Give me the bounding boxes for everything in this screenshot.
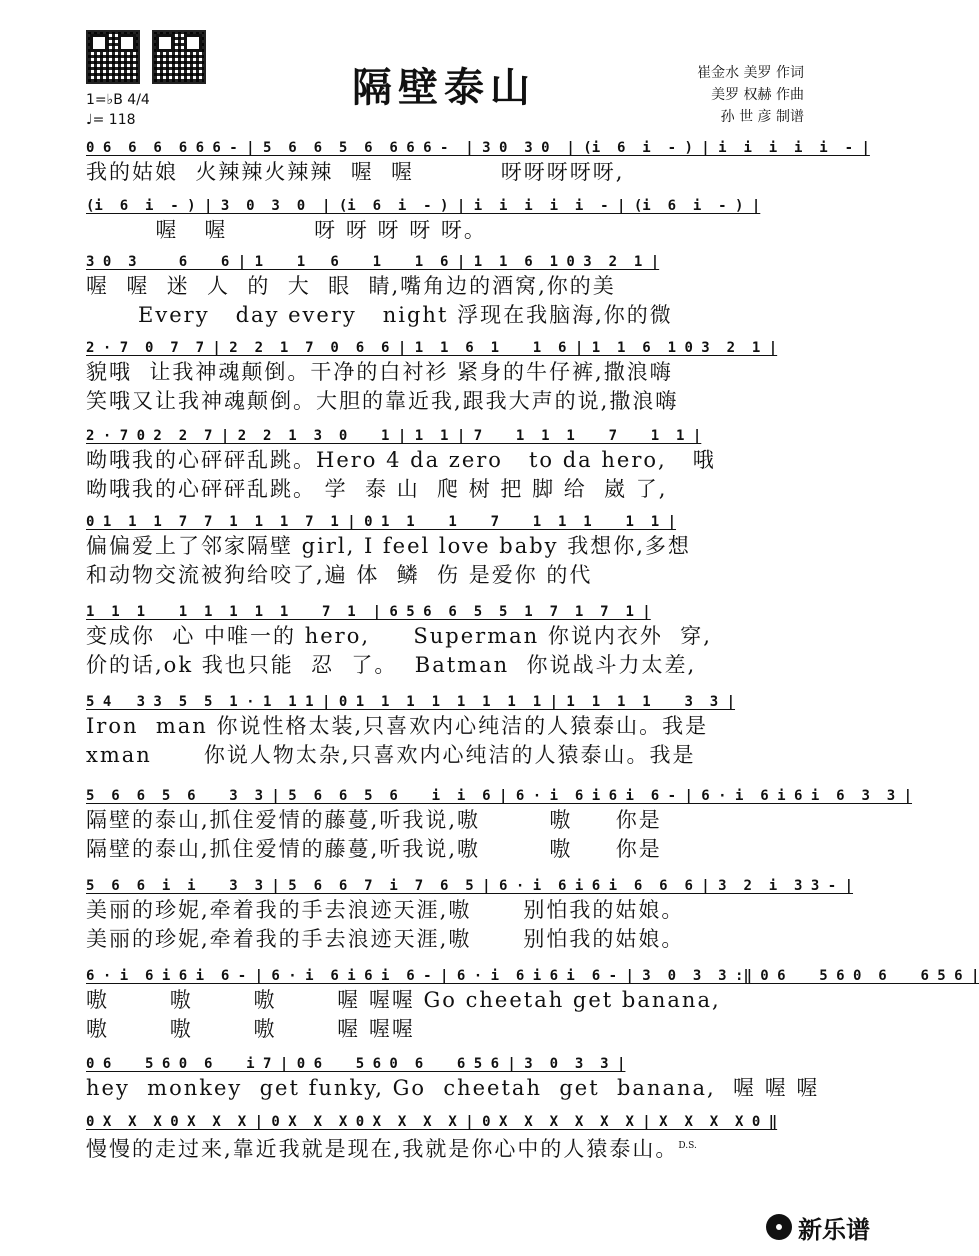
- lyricist-credit: 崔金水 美罗 作词: [697, 65, 804, 81]
- lyric-line: 美丽的珍妮,牵着我的手去浪迹天涯,嗷 别怕我的姑娘。: [86, 927, 685, 951]
- score-system: [86, 1112, 806, 1161]
- score-system: [86, 786, 913, 864]
- notation-line: 2 · 7 0 2 2 7 | 2 2 1 3 0 1 | 1 1 | 7 1 1 1 7 1 1 |: [86, 428, 702, 444]
- score-system: [86, 692, 806, 770]
- score-system: [86, 426, 806, 504]
- lyric-line: 嗷 嗷 嗷 喔 喔喔 Go cheetah get banana,: [86, 988, 721, 1012]
- logo-text: 新乐谱: [798, 1215, 870, 1244]
- lyric-line: 呦哦我的心砰砰乱跳。 学 泰 山 爬 树 把 脚 给 崴 了,: [86, 477, 668, 501]
- lyric-line: 嗷 嗷 嗷 喔 喔喔: [86, 1017, 415, 1041]
- ds-mark: D.S.: [678, 1141, 697, 1151]
- score-system: [86, 602, 806, 680]
- notation-line: 2 · 7 0 7 7 | 2 2 1 7 0 6 6 | 1 1 6 1 1 6 | 1 1 6 1 0 3 2 1 |: [86, 340, 778, 356]
- notation-line: 0 X X X 0 X X X | 0 X X X 0 X X X X | 0 X X X X X X | X X X X 0 ‖: [86, 1114, 778, 1130]
- arranger-credit: 孙 世 彦 制谱: [720, 109, 804, 125]
- score-system: [86, 196, 806, 245]
- lyric-line: 我的姑娘 火辣辣火辣辣 喔 喔 呀呀呀呀呀,: [86, 160, 625, 184]
- score-system: [86, 138, 870, 187]
- notation-line: 3 0 3 6 6 | 1 1 6 1 1 6 | 1 1 6 1 0 3 2 1 |: [86, 254, 660, 270]
- notation-line: 5 6 6 i i 3 3 | 5 6 6 7 i 7 6 5 | 6 · i 6 i 6 i 6 6 6 | 3 2 i 3 3 - |: [86, 878, 854, 894]
- notation-line: 0 6 5 6 0 6 i 7 | 0 6 5 6 0 6 6 5 6 | 3 0 3 3 |: [86, 1056, 626, 1072]
- score-system: [86, 252, 806, 330]
- score-system: [86, 338, 806, 416]
- lyric-line: 和动物交流被狗给咬了,遍 体 鳞 伤 是爱你 的代: [86, 563, 593, 587]
- score-system: [86, 512, 806, 590]
- lyric-text: 慢慢的走过来,靠近我就是现在,我就是你心中的人猿泰山。: [86, 1137, 679, 1161]
- lyric-line: 隔壁的泰山,抓住爱情的藤蔓,听我说,嗷 嗷 你是: [86, 808, 662, 832]
- song-title: 隔壁泰山: [352, 64, 536, 111]
- lyric-line: 偏偏爱上了邻家隔壁 girl, I feel love baby 我想你,多想: [86, 534, 691, 558]
- site-logo: [766, 1210, 870, 1244]
- lyric-line: Iron man 你说性格太装,只喜欢内心纯洁的人猿泰山。我是: [86, 714, 709, 738]
- lyric-line: 隔壁的泰山,抓住爱情的藤蔓,听我说,嗷 嗷 你是: [86, 837, 662, 861]
- notation-line: 1 1 1 1 1 1 1 1 7 1 | 6 5 6 6 5 5 1 7 1 7 1 |: [86, 604, 651, 620]
- composer-credit: 美罗 权赫 作曲: [711, 87, 804, 103]
- lyric-line: 呦哦我的心砰砰乱跳。Hero 4 da zero to da hero, 哦: [86, 448, 716, 472]
- lyric-line: 价的话,ok 我也只能 忍 了。 Batman 你说战斗力太差,: [86, 653, 697, 677]
- lyric-line: hey monkey get funky, Go cheetah get banana, 喔 喔 喔: [86, 1076, 820, 1100]
- lyric-line: 喔 喔 呀 呀 呀 呀 呀。: [86, 218, 487, 242]
- record-disc-icon: [766, 1214, 792, 1240]
- lyric-line: xman 你说人物太杂,只喜欢内心纯洁的人猿泰山。我是: [86, 743, 696, 767]
- lyric-line: 貌哦 让我神魂颠倒。干净的白衬衫 紧身的牛仔裤,撒浪嗨: [86, 360, 673, 384]
- lyric-line: 美丽的珍妮,牵着我的手去浪迹天涯,嗷 别怕我的姑娘。: [86, 898, 685, 922]
- lyric-line: 变成你 心 中唯一的 hero, Superman 你说内衣外 穿,: [86, 624, 712, 648]
- notation-line: 5 6 6 5 6 3 3 | 5 6 6 5 6 i i 6 | 6 · i 6 i 6 i 6 - | 6 · i 6 i 6 i 6 3 3 |: [86, 788, 913, 804]
- lyric-line: [86, 1132, 806, 1161]
- notation-line: (i 6 i - ) | 3 0 3 0 | (i 6 i - ) | i i i i i - | (i 6 i - ) |: [86, 198, 761, 214]
- score-system: [86, 1054, 820, 1103]
- notation-line: 6 · i 6 i 6 i 6 - | 6 · i 6 i 6 i 6 - | 6 · i 6 i 6 i 6 - | 3 0 3 3 :‖ 0 6 5 6 0 6 6 5 6 |: [86, 968, 979, 984]
- tempo-marking: ♩= 118: [86, 112, 136, 128]
- lyric-line: 喔 喔 迷 人 的 大 眼 睛,嘴角边的酒窝,你的美: [86, 274, 616, 298]
- lyric-line: Every day every night 浮现在我脑海,你的微: [86, 303, 673, 327]
- notation-line: 0 1 1 1 7 7 1 1 1 7 1 | 0 1 1 1 7 1 1 1 1 1 |: [86, 514, 677, 530]
- score-system: [86, 876, 854, 954]
- key-signature: 1=♭B 4/4: [86, 92, 150, 108]
- credits: [697, 62, 804, 128]
- notation-line: 5 4 3 3 5 5 1 · 1 1 1 | 0 1 1 1 1 1 1 1 1 | 1 1 1 1 3 3 |: [86, 694, 736, 710]
- notation-line: 0 6 6 6 6 6 6 - | 5 6 6 5 6 6 6 6 - | 3 0 3 0 | (i 6 i - ) | i i i i i - |: [86, 140, 870, 156]
- lyric-line: 笑哦又让我神魂颠倒。大胆的靠近我,跟我大声的说,撒浪嗨: [86, 389, 679, 413]
- score-system: [86, 966, 979, 1044]
